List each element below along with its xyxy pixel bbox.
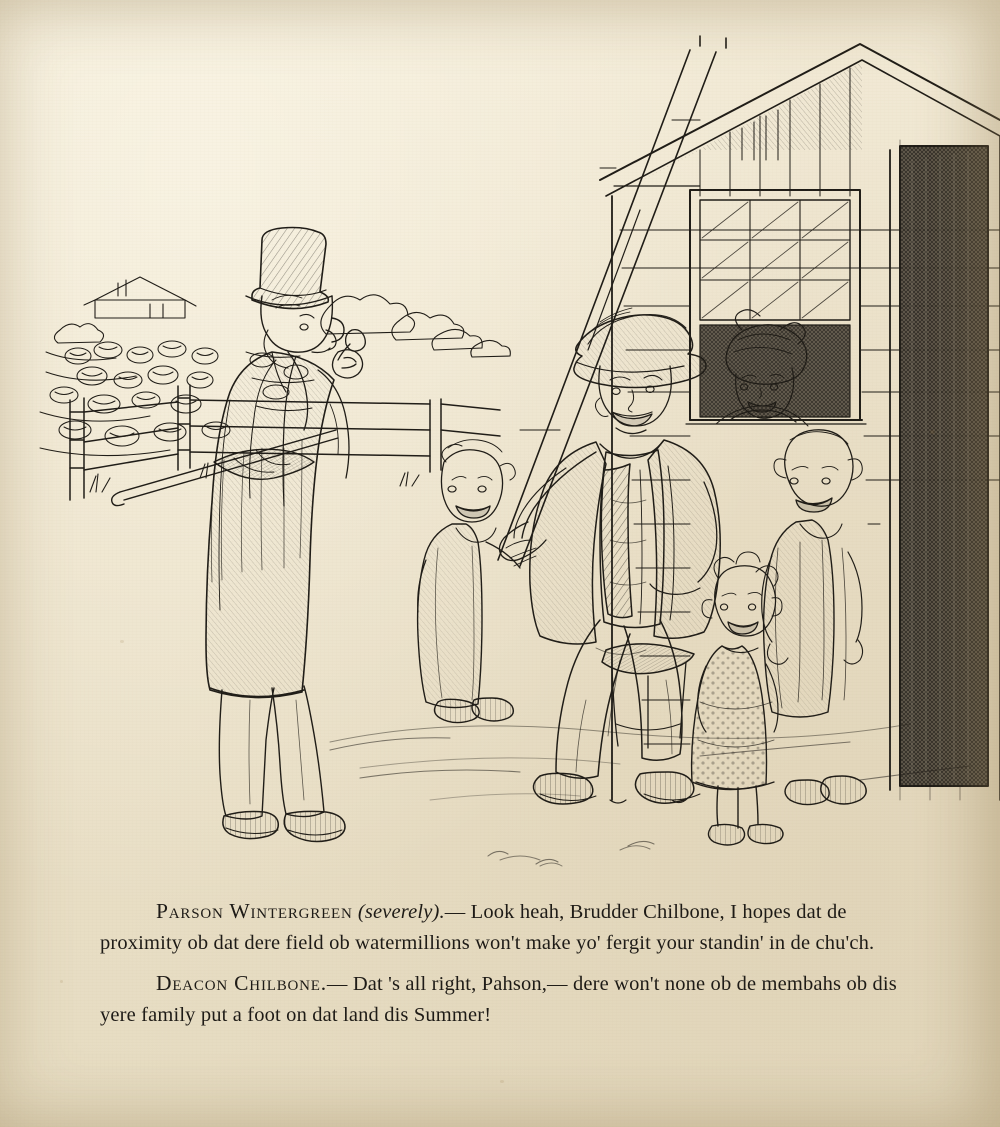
caption-stage-direction: (severely). (357, 901, 445, 923)
deacon-chilbone (499, 308, 720, 804)
boy-left-head (441, 440, 515, 522)
caption-block (100, 895, 900, 1034)
distant-cabin (84, 277, 196, 318)
deacon-shoes (533, 772, 700, 804)
head-kerchief (726, 310, 807, 385)
caption-dash-2: — (326, 973, 348, 996)
parson-trousers (219, 686, 324, 819)
caption-text-1: Look heah, Brudder Chilbone, I hopes dat de proximity ob dat dere field ob watermillions won't make yo' fergit your standin' in de chu'ch. (100, 901, 875, 955)
cabin-doorway (890, 146, 988, 790)
boy-standing-left (418, 440, 520, 723)
top-hat (246, 228, 332, 309)
parson-hand-upper (332, 350, 362, 378)
boy-left-feet (434, 698, 513, 723)
cabin-window (686, 190, 866, 424)
caption-line-2 (100, 967, 900, 1031)
deacon-torso (499, 440, 720, 644)
caption-speaker-1: Parson Wintergreen (156, 899, 353, 923)
caption-dash-1: — (444, 901, 466, 923)
caption-speaker-2: Deacon Chilbone. (156, 971, 327, 996)
boy-right-head (774, 430, 862, 512)
deacon-hat (574, 308, 706, 388)
boy-right-feet (785, 776, 866, 805)
parson-wintergreen (112, 228, 366, 842)
parson-shoes (223, 811, 345, 841)
caption-line-1 (100, 895, 900, 959)
paper-speck (60, 980, 63, 983)
boy-right-body (762, 520, 863, 717)
paper-speck (500, 1080, 504, 1083)
parson-coat (206, 352, 349, 698)
boy-left-body (418, 524, 520, 708)
caption-text-2: Dat 's all right, Pahson,— dere won't none ob de membahs ob dis yere family put a foot on dat land dis Summer! (100, 973, 897, 1027)
girl-legs (708, 786, 783, 845)
